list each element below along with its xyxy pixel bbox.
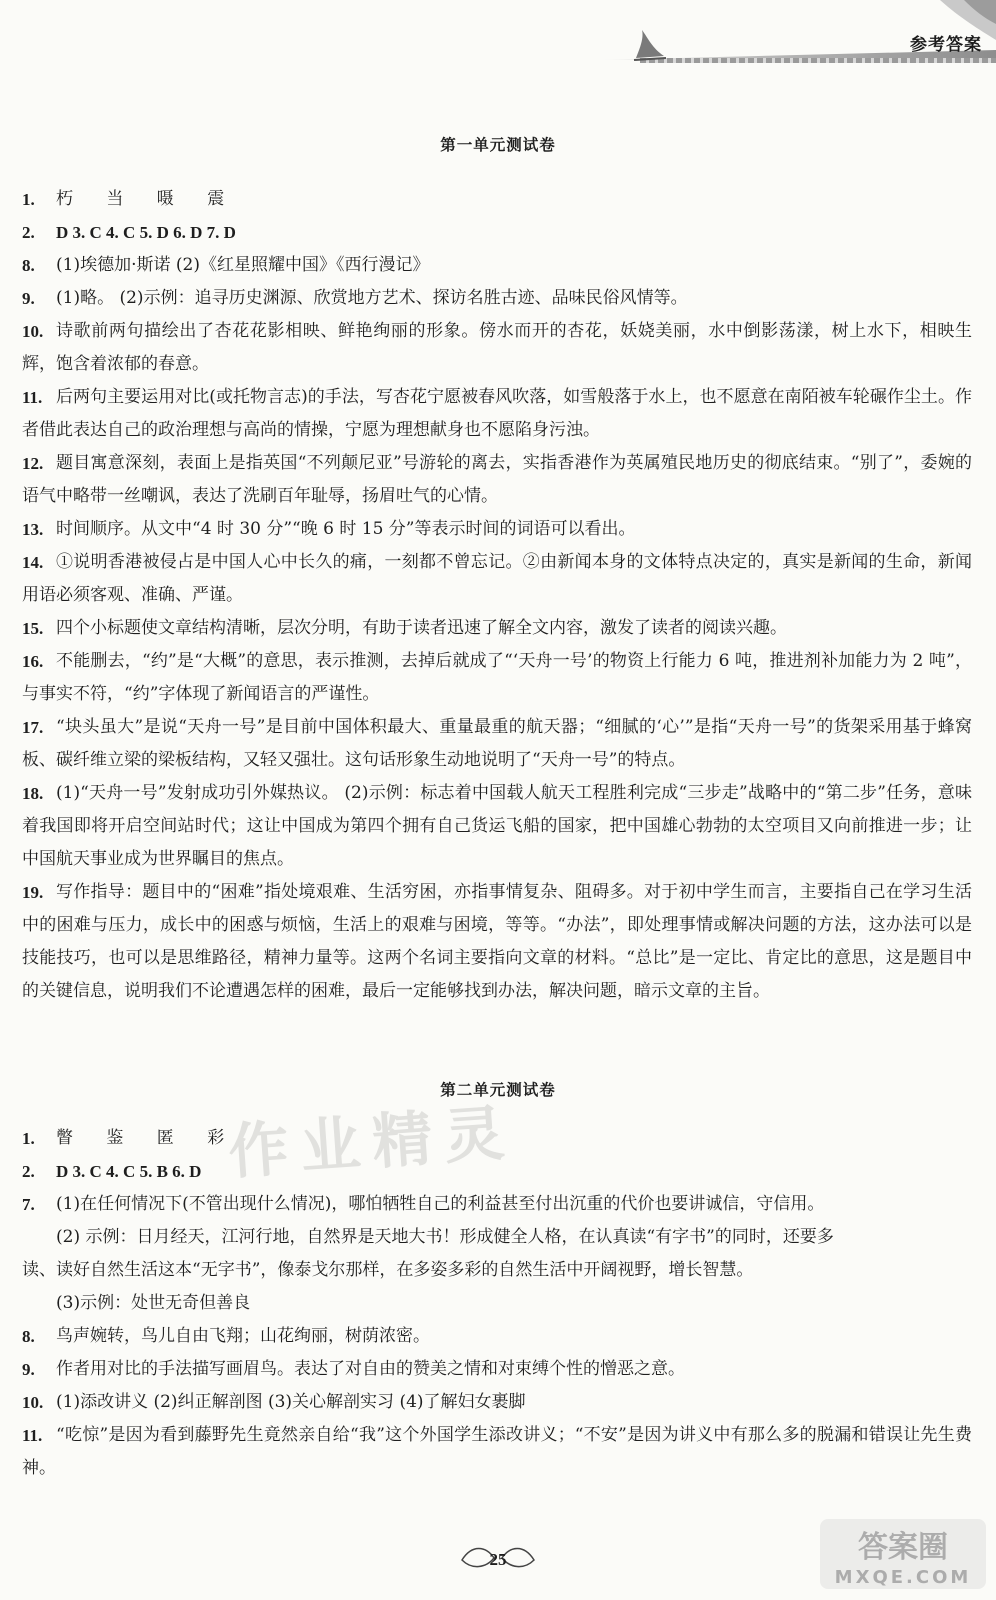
answer-item: 13. 时间顺序。从文中“4 时 30 分”“晚 6 时 15 分”等表示时间的词语可以看出。 [22, 519, 636, 539]
answer-item: 8. (1)埃德加·斯诺 (2)《红星照耀中国》《西行漫记》 [22, 255, 430, 275]
svg-text:MXQE.COM: MXQE.COM [834, 1567, 972, 1588]
answer-item: 17. “块头虽大”是说“天舟一号”是目前中国体积最大、重量最重的航天器；“细腻的‘心’”是指“天舟一号”的货架采用基于蜂窝板、碳纤维立梁的梁板结构，又轻又强壮。这句话形象生动地说明了“天舟一号”的特点。 [22, 717, 972, 770]
unit2-title: 第二单元测试卷 [440, 1081, 556, 1099]
unit1-answers [22, 183, 972, 1008]
unit1-title: 第一单元测试卷 [440, 136, 556, 154]
header-stripe [640, 58, 996, 63]
answer-item: 12. 题目寓意深刻，表面上是指英国“不列颠尼亚”号游轮的离去，实指香港作为英属殖民地历史的彻底结束。“别了”，委婉的语气中略带一丝嘲讽，表达了洗刷百年耻辱，扬眉吐气的心情。 [22, 453, 972, 506]
answer-item: 16. 不能删去，“约”是“大概”的意思，表示推测，去掉后就成了“‘天舟一号’的物资上行能力 6 吨，推进剂补加能力为 2 吨”，与事实不符，“约”字体现了新闻语言的严谨性。 [22, 651, 972, 704]
answer-item: 10. 诗歌前两句描绘出了杏花花影相映、鲜艳绚丽的形象。傍水而开的杏花，妖娆美丽，水中倒影荡漾，树上水下，相映生辉，饱含着浓郁的春意。 [22, 321, 972, 374]
answer-item: 11. “吃惊”是因为看到藤野先生竟然亲自给“我”这个外国学生添改讲义；“不安”是因为讲义中有那么多的脱漏和错误让先生费神。 [22, 1425, 972, 1478]
answer-item: 2. D 3. C 4. C 5. D 6. D 7. D [22, 223, 236, 242]
answer-item: 10. (1)添改讲义 (2)纠正解剖图 (3)关心解剖实习 (4)了解妇女裹脚 [22, 1392, 526, 1412]
answer-item: 9. 作者用对比的手法描写画眉鸟。表达了对自由的赞美之情和对束缚个性的憎恶之意。 [22, 1359, 685, 1379]
answer-item: 18. (1)“天舟一号”发射成功引外媒热议。 (2)示例：标志着中国载人航天工程胜利完成“三步走”战略中的“第二步”任务，意味着我国即将开启空间站时代；这让中国成为第四个拥有自己货运飞船的国家，把中国雄心勃勃的太空项目又向前推进一步；让中国航天事业成为世界瞩目的焦点。 [22, 783, 972, 869]
answer-item: 8. 鸟声婉转，鸟儿自由飞翔；山花绚丽，树荫浓密。 [22, 1326, 430, 1346]
quill-icon [630, 28, 670, 62]
answer-item: 19. 写作指导：题目中的“困难”指处境艰难、生活穷困，亦指事情复杂、阻碍多。对于初中学生而言，主要指自己在学习生活中的困难与压力，成长中的困惑与烦恼，生活上的艰难与困境，等等。“办法”，即处理事情或解决问题的方法，这办法可以是技能技巧，也可以是思维路径，精神力量等。这两个名词主要指向文章的材料。“总比”是一定比、肯定比的意思，这是题目中的关键信息，说明我们不论遭遇怎样的困难，最后一定能够找到办法，解决问题，暗示文章的主旨。 [22, 882, 972, 1001]
answer-item: 9. (1)略。 (2)示例：追寻历史渊源、欣赏地方艺术、探访名胜古迹、品味民俗风情等。 [22, 288, 688, 308]
answer-item: 7. (1)在任何情况下(不管出现什么情况)，哪怕牺牲自己的利益甚至付出沉重的代价也要讲诚信，守信用。 (2) 示例：日月经天，江河行地，自然界是天地大书！形成健全人格，在认真读“有字书”的同时，还要多 读、读好自然生活这本“无字书”，像泰戈尔那样，在多姿多彩的自然生活中开阔视野，增长智慧。 (3)示例：处世无奇但善良 [22, 1194, 834, 1313]
answer-item: 1. 瞥 鉴 匿 彩 [22, 1128, 239, 1148]
answer-item: 11. 后两句主要运用对比(或托物言志)的手法，写杏花宁愿被春风吹落，如雪般落于水上，也不愿意在南陌被车轮碾作尘土。作者借此表达自己的政治理想与高尚的情操，宁愿为理想献身也不愿陷身污浊。 [22, 387, 972, 440]
page-header [0, 0, 996, 70]
header-label: 参考答案 [910, 35, 982, 55]
unit2-answers [22, 1122, 972, 1485]
answer-item: 1. 朽 当 嗫 震 [22, 189, 239, 209]
answer-item: 14. ①说明香港被侵占是中国人心中长久的痛，一刻都不曾忘记。②由新闻本身的文体特点决定的，真实是新闻的生命，新闻用语必须客观、准确、严谨。 [22, 552, 972, 605]
svg-text:答案圈: 答案圈 [858, 1530, 948, 1565]
watermark: 作业精灵 [226, 1098, 519, 1188]
answer-item: 2. D 3. C 4. C 5. B 6. D [22, 1162, 202, 1181]
site-logo [818, 1515, 988, 1593]
page-number-ornament [458, 1538, 538, 1578]
logo-icon [818, 1515, 988, 1593]
page-number: 25 [489, 1550, 507, 1569]
answer-item: 15. 四个小标题使文章结构清晰，层次分明，有助于读者迅速了解全文内容，激发了读者的阅读兴趣。 [22, 618, 787, 638]
